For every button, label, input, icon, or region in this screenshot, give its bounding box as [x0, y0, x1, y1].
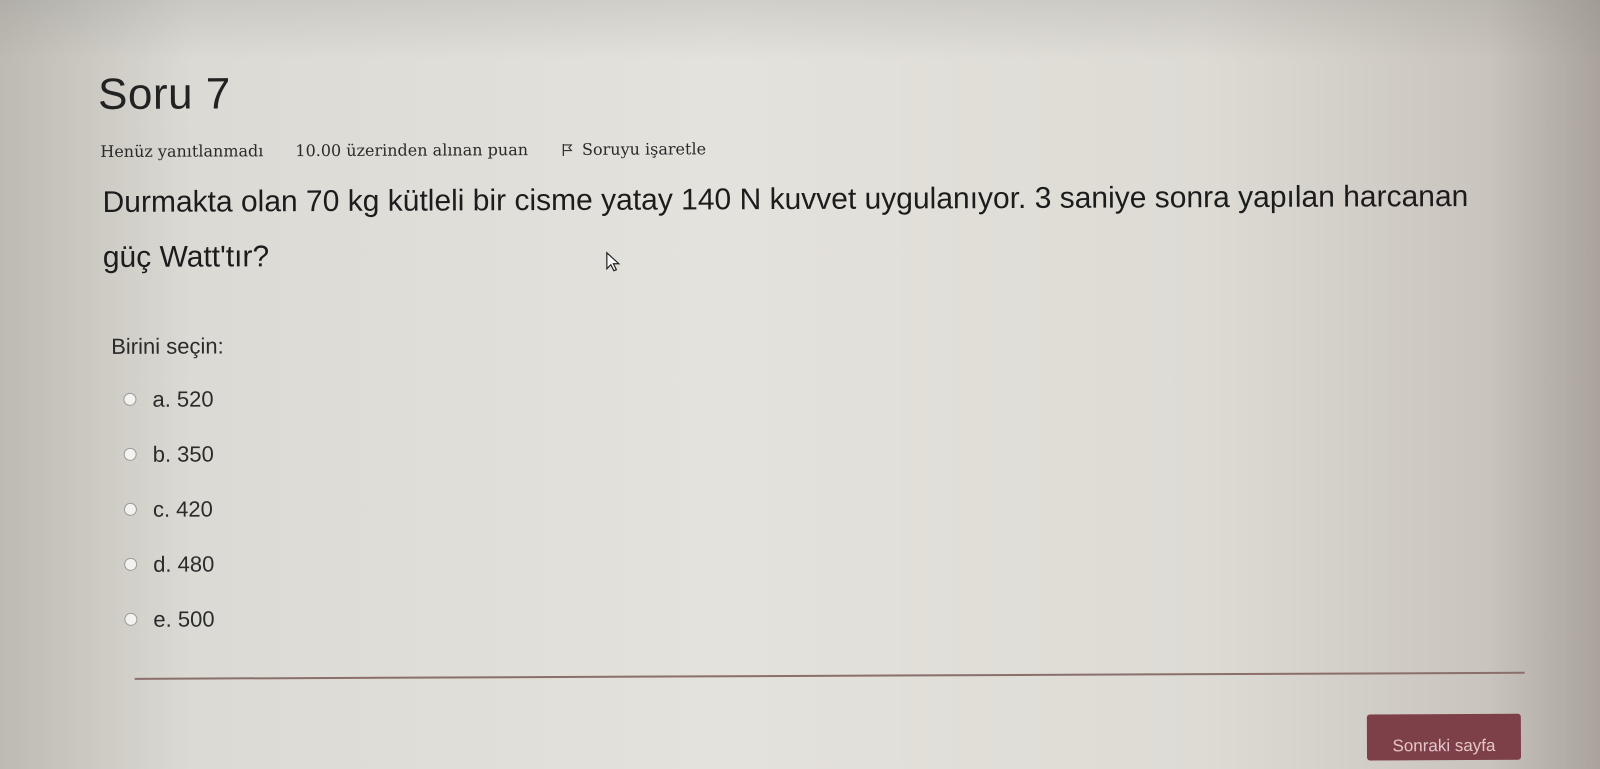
question-info	[100, 139, 706, 161]
answer-radio-b[interactable]	[124, 448, 137, 461]
section-divider	[135, 672, 1525, 680]
answer-label-b[interactable]: b. 350	[152, 440, 214, 467]
flag-icon	[560, 142, 574, 156]
answer-label-d[interactable]: d. 480	[153, 550, 215, 577]
flag-question-label[interactable]: Soruyu işaretle	[581, 139, 707, 159]
answer-radio-d[interactable]	[124, 558, 137, 571]
question-status: Henüz yanıtlanmadı	[100, 141, 264, 161]
answer-option-b[interactable]	[124, 426, 214, 481]
answer-prompt: Birini seçin:	[111, 333, 224, 359]
answer-option-c[interactable]	[124, 481, 214, 536]
question-points: 10.00 üzerinden alınan puan	[295, 140, 529, 161]
answer-option-d[interactable]	[124, 536, 214, 591]
answer-option-e[interactable]	[124, 591, 214, 646]
question-title: Soru 7	[97, 69, 231, 119]
answer-radio-a[interactable]	[123, 393, 136, 406]
top-shade	[0, 0, 1600, 60]
answer-list	[123, 371, 214, 646]
answer-radio-e[interactable]	[124, 613, 137, 626]
answer-label-e[interactable]: e. 500	[153, 605, 215, 632]
next-page-button[interactable]: Sonraki sayfa	[1367, 714, 1521, 761]
answer-label-a[interactable]: a. 520	[152, 385, 214, 412]
answer-label-c[interactable]: c. 420	[152, 495, 213, 522]
answer-radio-c[interactable]	[124, 503, 137, 516]
flag-question-link[interactable]	[560, 139, 706, 159]
question-text: Durmakta olan 70 kg kütleli bir cisme yatay 140 N kuvvet uygulanıyor. 3 saniye sonra yapılan harcanan güç Watt'tır?	[102, 180, 1469, 274]
question-block	[96, 64, 1539, 760]
answer-option-a[interactable]	[123, 371, 213, 426]
mouse-cursor-icon	[605, 251, 625, 273]
